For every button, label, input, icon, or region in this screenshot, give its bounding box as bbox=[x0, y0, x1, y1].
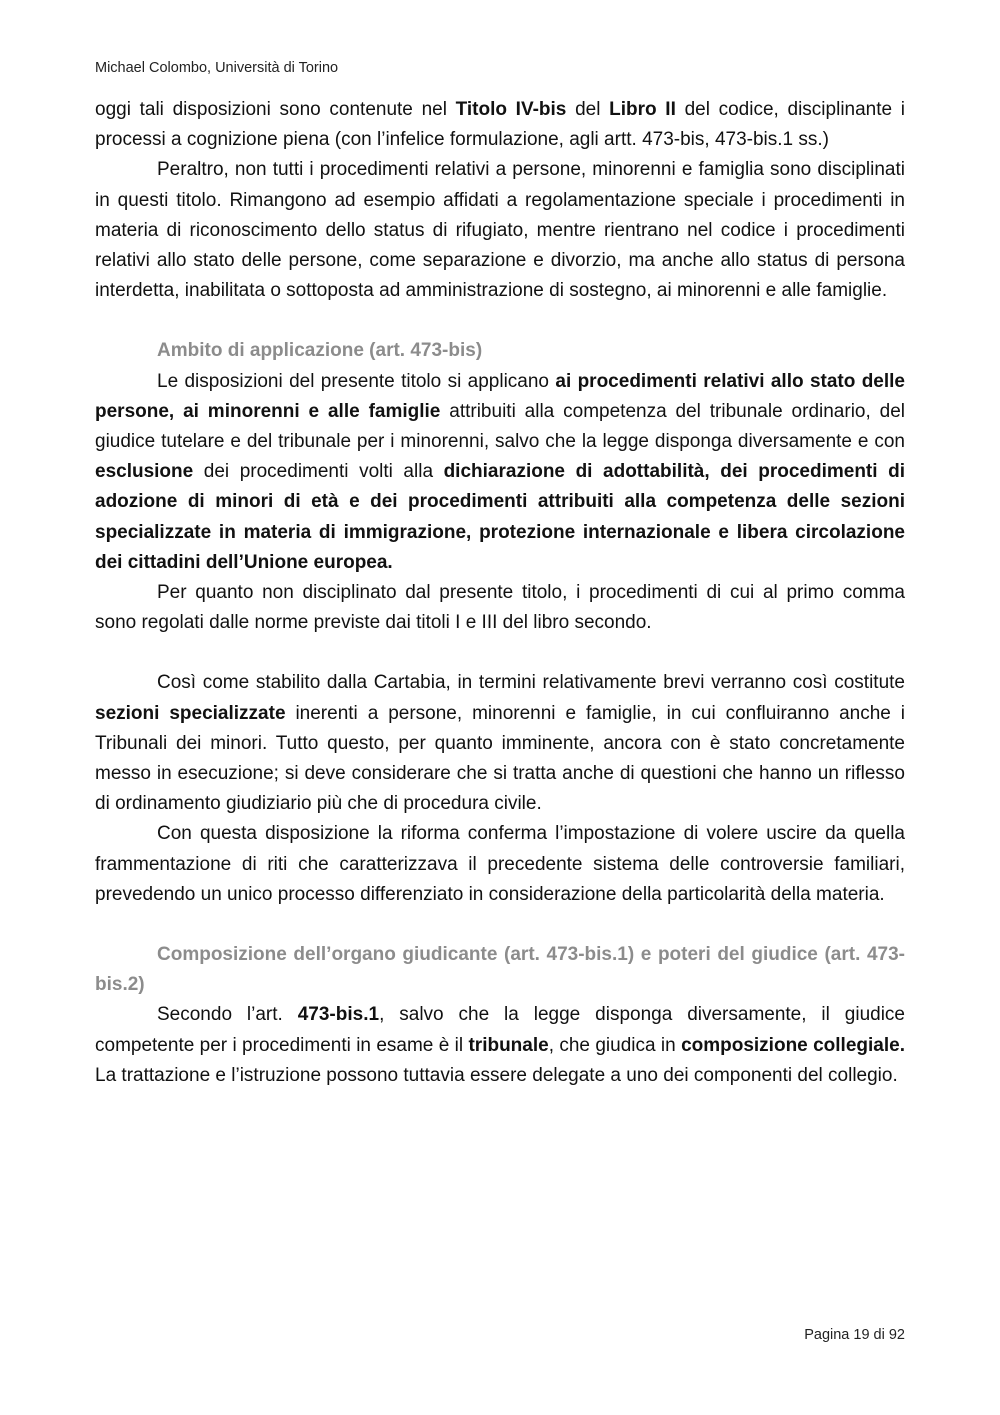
bold-text: Libro II bbox=[609, 99, 676, 120]
bold-text: Titolo IV-bis bbox=[455, 99, 567, 120]
bold-text: composizione collegiale. bbox=[681, 1034, 905, 1056]
paragraph bbox=[95, 819, 905, 910]
text: Con questa disposizione la riforma conferma l’impostazione di volere uscire da quella frammentazione di riti che caratterizzava il precedente sistema delle controversie familiari, prevedendo un unico processo differenziato in considerazione della particolarità della materia. bbox=[95, 823, 905, 905]
page-body bbox=[95, 95, 905, 1091]
text: inerenti a persone, minorenni e famiglie, in cui confluiranno anche i Tribunali dei minori. Tutto questo, per quanto imminente, ancora con è stato concretamente messo in esecuzione; si deve considerare che si tratta anche di questioni che hanno un riflesso di ordinamento giudiziario più che di procedura civile. bbox=[95, 702, 905, 815]
text: Le disposizioni del presente titolo si applicano bbox=[157, 370, 556, 392]
paragraph bbox=[95, 155, 905, 306]
bold-text: ai procedimenti relativi allo stato delle persone, ai minorenni e alle famiglie bbox=[95, 370, 905, 422]
spacer bbox=[95, 638, 905, 668]
paragraph bbox=[95, 367, 905, 578]
section-heading: Ambito di applicazione (art. 473-bis) bbox=[157, 340, 483, 362]
text: del codice, disciplinante i processi a cognizione piena (con l’infelice formulazione, agli artt. 473-bis, 473-bis.1 ss.) bbox=[95, 99, 905, 151]
paragraph bbox=[95, 1000, 905, 1091]
text: Peraltro, non tutti i procedimenti relativi a persone, minorenni e famiglia sono disciplinati in questi titolo. Rimangono ad esempio affidati a regolamentazione speciale i procedimenti in materia di riconoscimento dello status di rifugiato, mentre rientrano nel codice i procedimenti relativi allo stato delle persone, come separazione e divorzio, ma anche allo status di persona interdetta, inabilitata o sottoposta ad amministrazione di sostegno, ai minorenni e alle famiglie. bbox=[95, 159, 905, 302]
spacer bbox=[95, 306, 905, 336]
text: Secondo l’art. bbox=[157, 1004, 298, 1026]
bold-text: esclusione bbox=[95, 461, 194, 483]
bold-text: sezioni specializzate bbox=[95, 702, 286, 724]
spacer bbox=[95, 910, 905, 940]
text: oggi tali disposizioni sono contenute nel bbox=[95, 99, 456, 120]
bold-text: 473-bis.1 bbox=[297, 1004, 380, 1026]
paragraph-continuation bbox=[95, 95, 905, 155]
text: dei procedimenti volti alla bbox=[193, 461, 444, 483]
text: del bbox=[566, 99, 610, 120]
text: Così come stabilito dalla Cartabia, in termini relativamente brevi verranno così costitute bbox=[157, 672, 905, 694]
text: La trattazione e l’istruzione possono tuttavia essere delegate a uno dei componenti del collegio. bbox=[95, 1064, 898, 1086]
paragraph bbox=[95, 668, 905, 819]
bold-text: tribunale bbox=[468, 1034, 549, 1056]
page-number: Pagina 19 di 92 bbox=[804, 1327, 905, 1343]
bold-text: dichiarazione di adottabilità, dei procedimenti di adozione di minori di età e dei procedimenti attribuiti alla competenza delle sezioni specializzate in materia di immigrazione, protezione internazionale e libera circolazione dei cittadini dell’Unione europea. bbox=[95, 461, 905, 573]
section-heading: Composizione dell’organo giudicante (art. 473-bis.1) e poteri del giudice (art. 473-bis.2) bbox=[95, 944, 905, 996]
running-head: Michael Colombo, Università di Torino bbox=[95, 60, 339, 76]
text: Per quanto non disciplinato dal presente titolo, i procedimenti di cui al primo comma sono regolati dalle norme previste dai titoli I e III del libro secondo. bbox=[95, 582, 905, 634]
paragraph bbox=[95, 578, 905, 638]
text: , salvo che la legge disponga diversamente, il giudice competente per i procedimenti in esame è il bbox=[95, 1004, 905, 1056]
text: , che giudica in bbox=[548, 1034, 682, 1056]
text: attribuiti alla competenza del tribunale ordinario, del giudice tutelare e del tribunale per i minorenni, salvo che la legge disponga diversamente e con bbox=[95, 400, 905, 453]
